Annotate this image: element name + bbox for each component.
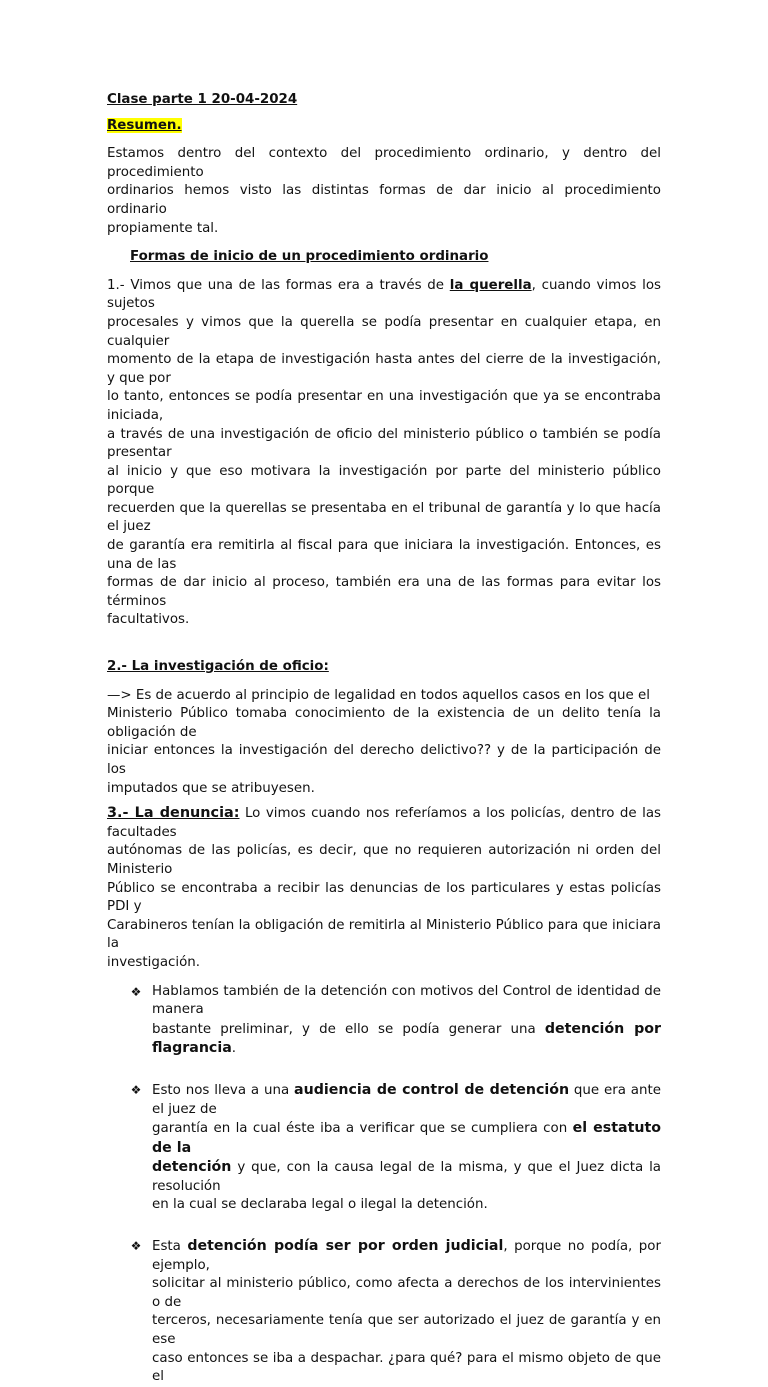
document-title: Clase parte 1 20-04-2024 <box>107 92 298 107</box>
bold-term: detención podía ser por orden judicial <box>187 1238 504 1255</box>
text-line: Estamos dentro del contexto del procedimiento ordinario, y dentro del procedimiento <box>107 146 661 180</box>
bullet-item: ❖ Esta detención podía ser por orden judicial, porque no podía, por ejemplo, solicitar al ministerio público, como afecta a derechos de los intervinientes o de terceros, necesariamente tenía que ser autorizado el juez de garantía y en ese caso entonces se iba a despachar. ¿para qué? para el mismo objeto de que el <box>130 1238 661 1385</box>
bold-term: el estatuto de la <box>152 1120 661 1156</box>
diamond-bullet-icon: ❖ <box>130 984 142 999</box>
text-line: momento de la etapa de investigación hasta antes del cierre de la investigación, y que por <box>107 352 661 386</box>
resumen-label: Resumen. <box>107 117 182 133</box>
text-line: al inicio y que eso motivara la investigación por parte del ministerio público porque <box>107 463 661 498</box>
section3-first-line: Lo vimos cuando nos referíamos a los policías, dentro de las facultades <box>107 806 661 840</box>
diamond-bullet-icon: ❖ <box>130 1082 142 1097</box>
text-line: de garantía era remitirla al fiscal para que iniciara la investigación. Entonces, es una de las <box>107 538 661 572</box>
section3-heading: 3.- La denuncia: <box>107 805 240 822</box>
section1-suffix: , cuando vimos los sujetos <box>107 277 662 312</box>
text-line: procesales y vimos que la querella se podía presentar en cualquier etapa, en cualquier <box>107 314 661 349</box>
section3-paragraph <box>107 804 661 972</box>
diamond-bullet-icon: ❖ <box>130 1239 142 1254</box>
text-line: investigación. <box>107 954 201 970</box>
section2-paragraph <box>107 687 661 799</box>
text-line: Carabineros tenían la obligación de remitirla al Ministerio Público para que iniciara la <box>107 917 661 952</box>
text-line: iniciar entonces la investigación del derecho delictivo?? y de la participación de los <box>107 743 661 777</box>
querella-keyword: la querella <box>449 277 532 293</box>
text-line: facultativos. <box>107 612 190 628</box>
section2-heading: 2.- La investigación de oficio: <box>107 659 329 675</box>
text-line: Público se encontraba a recibir las denuncias de los particulares y estas policías PDI y <box>107 880 661 915</box>
bold-term: detención <box>152 1159 232 1176</box>
text-line: formas de dar inicio al proceso, también era una de las formas para evitar los términos <box>107 575 661 609</box>
text-line: ordinarios hemos visto las distintas formas de dar inicio al procedimiento ordinario <box>107 183 661 217</box>
text-line: a través de una investigación de oficio del ministerio público o también se podía presentar <box>107 426 661 461</box>
intro-paragraph <box>107 145 661 238</box>
bullet-list <box>107 983 661 1387</box>
document-body <box>107 91 661 1387</box>
text-line: imputados que se atribuyesen. <box>107 780 315 796</box>
text-line: Ministerio Público tomaba conocimiento de la existencia de un delito tenía la obligación de <box>107 706 661 740</box>
bold-term: detención por flagrancia <box>152 1020 661 1057</box>
bullet-item: ❖ Hablamos también de la detención con motivos del Control de identidad de manera bastante preliminar, y de ello se podía generar una detención por flagrancia. <box>130 983 661 1057</box>
text-line: —> Es de acuerdo al principio de legalidad en todos aquellos casos en los que el <box>107 687 650 703</box>
text-line: lo tanto, entonces se podía presentar en una investigación que ya se encontraba iniciada, <box>107 389 661 423</box>
bold-term: audiencia de control de detención <box>294 1081 570 1098</box>
section-subheading: Formas de inicio de un procedimiento ordinario <box>130 249 489 265</box>
section1-prefix: 1.- Vimos que una de las formas era a través de <box>107 277 450 293</box>
text-line: autónomas de las policías, es decir, que no requieren autorización ni orden del Ministerio <box>107 843 661 877</box>
text-line: propiamente tal. <box>107 220 219 236</box>
section1-paragraph <box>107 277 661 630</box>
bullet-item: ❖ Esto nos lleva a una audiencia de control de detención que era ante el juez de garantía en la cual éste iba a verificar que se cumpliera con el estatuto de la detención y que, con la causa legal de la misma, y que el Juez dicta la resolución en la cual se declaraba legal o ilegal la detención. <box>130 1081 661 1213</box>
text-line: recuerden que la querellas se presentaba en el tribunal de garantía y lo que hacía el juez <box>107 500 661 535</box>
